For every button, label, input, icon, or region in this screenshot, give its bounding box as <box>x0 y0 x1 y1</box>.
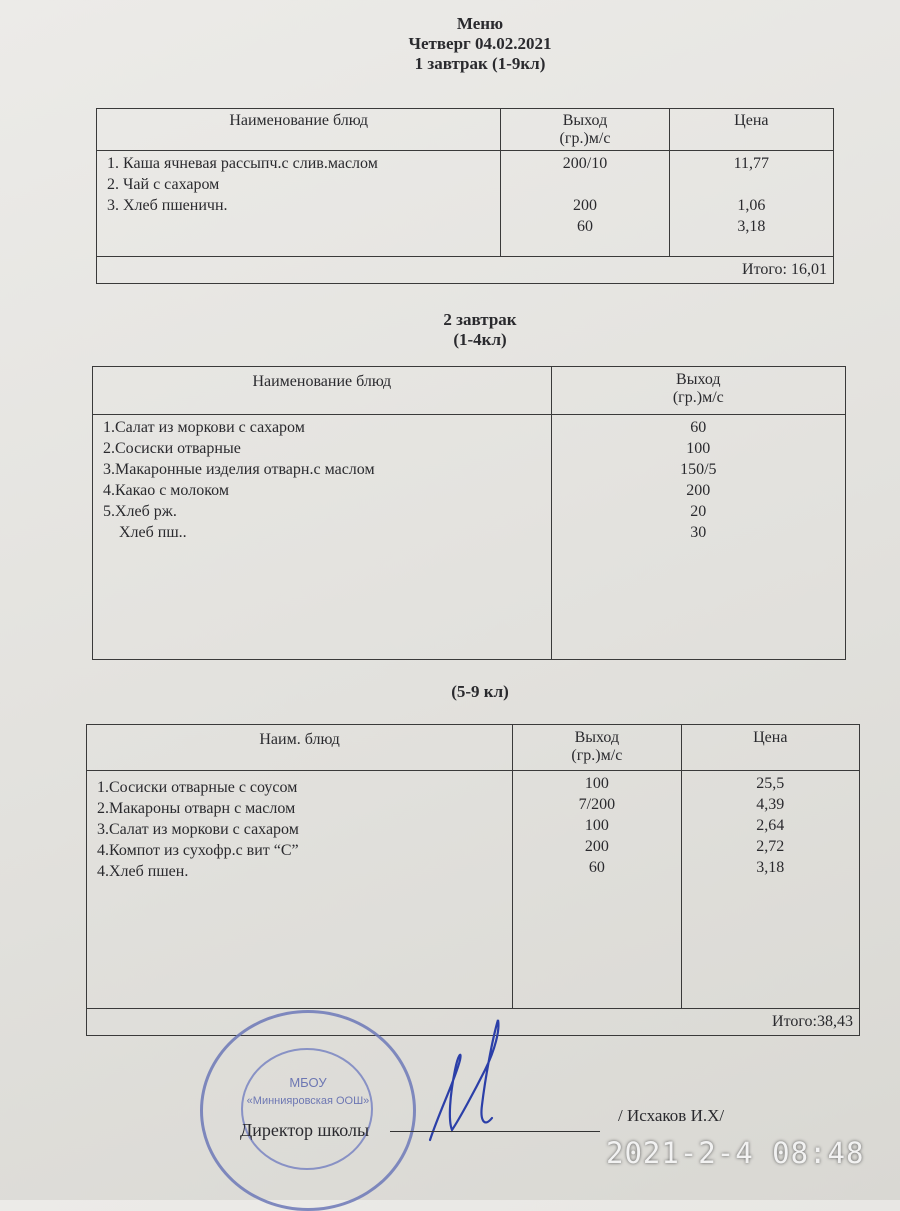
col-yield-unit: (гр.)м/с <box>672 389 724 406</box>
list-item: 1.Салат из моркови с сахаром <box>103 419 305 436</box>
list-item: 200 <box>686 482 711 499</box>
menu-title: Меню <box>456 14 504 33</box>
list-item: 7/200 <box>578 796 616 813</box>
stamp-org-name: «Миннияровская ООШ» <box>246 1095 370 1107</box>
list-item: 200 <box>572 197 597 214</box>
dish-names-cell <box>97 151 501 257</box>
list-item: 200 <box>584 838 609 855</box>
list-item: 150/5 <box>680 461 717 478</box>
list-item: 200/10 <box>562 155 608 172</box>
list-item <box>501 174 668 195</box>
signature-line <box>390 1131 600 1132</box>
prices-cell <box>681 771 859 1009</box>
dish-names-cell <box>87 771 513 1009</box>
breakfast2-title: 2 завтрак <box>443 310 517 329</box>
list-item <box>670 174 833 195</box>
lunch-header <box>0 682 900 702</box>
signature-scribble <box>400 1000 540 1150</box>
list-item: 3,18 <box>756 859 785 876</box>
list-item: 4.Какао с молоком <box>103 482 229 499</box>
breakfast2-table <box>92 366 846 660</box>
stamp-org-type: МБОУ <box>289 1075 327 1090</box>
breakfast2-header <box>0 310 900 350</box>
director-label: Директор школы <box>240 1120 370 1140</box>
table-header-row <box>87 725 860 771</box>
list-item: 2.Макароны отварн с маслом <box>97 800 296 817</box>
list-item: 4.Хлеб пшен. <box>97 863 189 880</box>
list-item: 60 <box>690 419 707 436</box>
table-header-row <box>97 109 834 151</box>
total-row <box>97 257 834 284</box>
col-name-label: Наименование блюд <box>229 112 368 129</box>
table-body-row <box>97 151 834 257</box>
list-item: 30 <box>690 524 707 541</box>
list-item: 1,06 <box>737 197 766 214</box>
col-name-header <box>97 109 501 151</box>
list-item: 11,77 <box>733 155 770 172</box>
breakfast1-table <box>96 108 834 284</box>
list-item: 2.Сосиски отварные <box>103 440 241 457</box>
col-price-header <box>669 109 833 151</box>
list-item: 25,5 <box>756 775 785 792</box>
total-value: Итого:38,43 <box>87 1009 860 1036</box>
director-name: / Исхаков И.Х/ <box>618 1106 725 1125</box>
stamp-inner-ring <box>241 1048 373 1170</box>
col-yield-label: Выход <box>574 729 620 746</box>
menu-header <box>0 14 900 74</box>
list-item: 3,18 <box>737 218 766 235</box>
menu-date: Четверг 04.02.2021 <box>408 34 552 53</box>
list-item: 20 <box>690 503 707 520</box>
breakfast1-title: 1 завтрак (1-9кл) <box>414 54 546 73</box>
list-item: 100 <box>686 440 711 457</box>
official-stamp <box>200 1010 416 1211</box>
prices-cell <box>669 151 833 257</box>
list-item: 4,39 <box>756 796 785 813</box>
list-item: 100 <box>584 817 609 834</box>
yields-cell <box>501 151 669 257</box>
lunch-title: (5-9 кл) <box>451 682 509 701</box>
col-name-header <box>87 725 513 771</box>
breakfast2-subtitle: (1-4кл) <box>453 330 507 349</box>
col-yield-header <box>513 725 681 771</box>
list-item: 2. Чай с сахаром <box>107 176 220 193</box>
list-item: 2,72 <box>756 838 785 855</box>
col-yield-label: Выход <box>676 371 721 388</box>
list-item: 2,64 <box>756 817 785 834</box>
total-value: Итого: 16,01 <box>97 257 834 284</box>
yields-cell <box>551 415 845 660</box>
col-yield-header <box>551 367 845 415</box>
list-item: 3. Хлеб пшеничн. <box>107 197 228 214</box>
col-yield-header <box>501 109 669 151</box>
photo-timestamp: 2021-2-4 08:48 <box>606 1136 865 1170</box>
col-name-label: Наим. блюд <box>259 731 340 748</box>
list-item: 1.Сосиски отварные с соусом <box>97 779 298 796</box>
col-price-label: Цена <box>753 729 788 746</box>
col-price-header <box>681 725 859 771</box>
list-item: 3.Салат из моркови с сахаром <box>97 821 299 838</box>
list-item: 3.Макаронные изделия отварн.с маслом <box>103 461 375 478</box>
col-yield-unit: (гр.)м/с <box>559 130 611 147</box>
col-name-label: Наименование блюд <box>252 373 392 390</box>
list-item: 5.Хлеб рж. <box>103 503 177 520</box>
yields-cell <box>513 771 681 1009</box>
table-body-row <box>87 771 860 1009</box>
list-item: 100 <box>584 775 609 792</box>
list-item: Хлеб пш.. <box>103 524 187 541</box>
table-header-row <box>93 367 846 415</box>
col-yield-unit: (гр.)м/с <box>571 747 623 764</box>
list-item: 1. Каша ячневая рассыпч.с слив.маслом <box>107 155 378 172</box>
col-price-label: Цена <box>734 112 769 129</box>
dish-names-cell <box>93 415 552 660</box>
list-item: 4.Компот из сухофр.с вит “С” <box>97 842 299 859</box>
lunch-table <box>86 724 860 1036</box>
list-item: 60 <box>588 859 605 876</box>
col-yield-label: Выход <box>562 112 608 129</box>
table-body-row <box>93 415 846 660</box>
col-name-header <box>93 367 552 415</box>
list-item: 60 <box>576 218 593 235</box>
